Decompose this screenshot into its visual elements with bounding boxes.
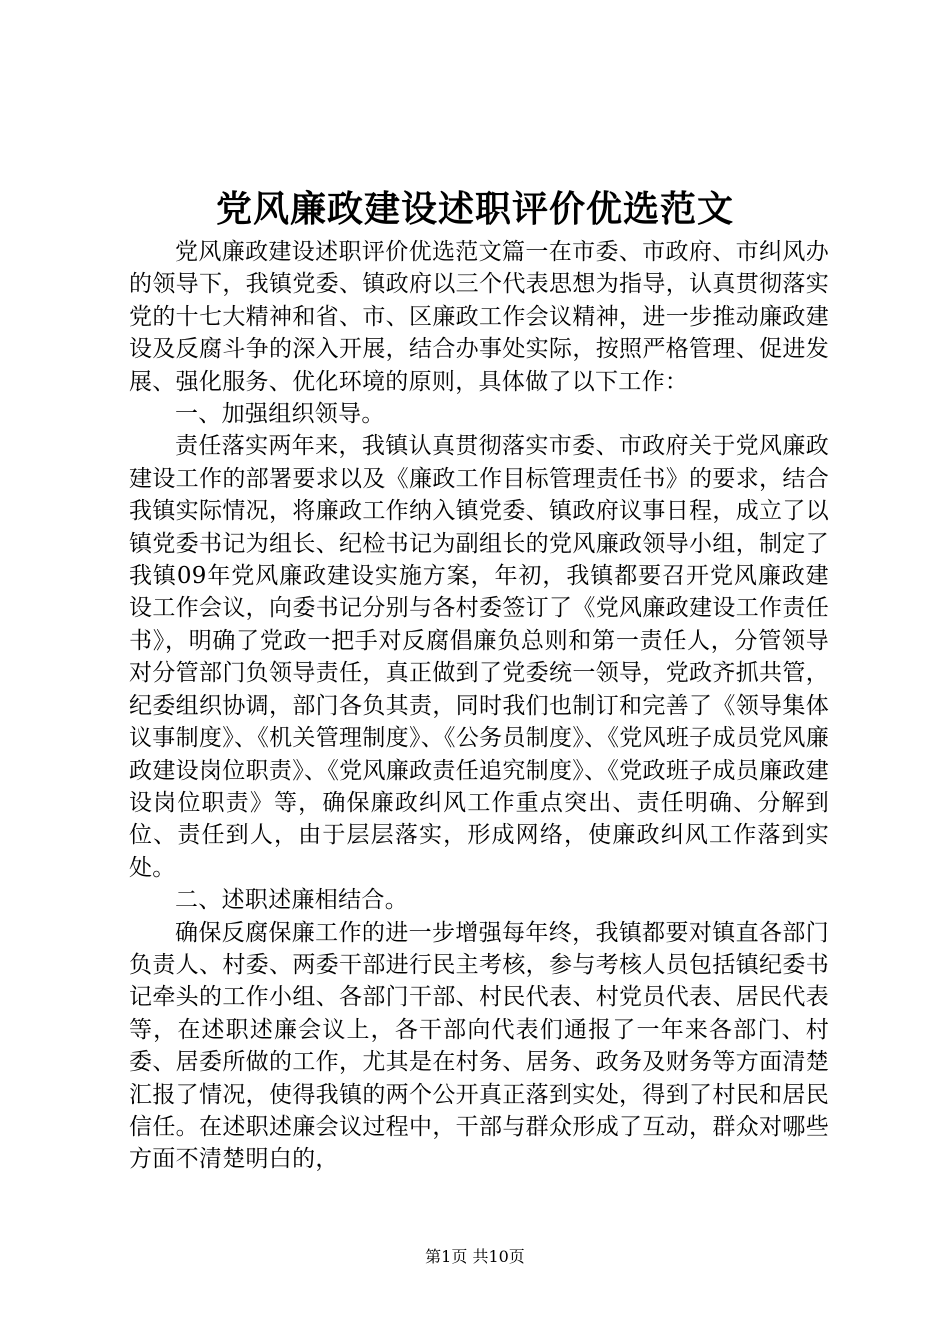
document-title: 党风廉政建设述职评价优选范文	[215, 188, 734, 230]
section-heading-1: 一、加强组织领导。	[175, 401, 385, 428]
section-heading-2: 二、述职述廉相结合。	[175, 887, 408, 914]
paragraph-section-1: 责任落实两年来，我镇认真贯彻落实市委、市政府关于党风廉政建设工作的部署要求以及《廉政工作目标管理责任书》的要求，结合我镇实际情况，将廉政工作纳入镇党委、镇政府议事日程，成立了以镇党委书记为组长、纪检书记为副组长的党风廉政领导小组，制定了我镇09年党风廉政建设实施方案，年初，我镇都要召开党风廉政建设工作会议，向委书记分别与各村委签订了《党风廉政建设工作责任书》，明确了党政一把手对反腐倡廉负总则和第一责任人，分管领导对分管部门负领导责任，真正做到了党委统一领导，党政齐抓共管，纪委组织协调，部门各负其责，同时我们也制订和完善了《领导集体议事制度》、《机关管理制度》、《公务员制度》、《党风班子成员党风廉政建设岗位职责》、《党风廉政责任追究制度》、《党政班子成员廉政建设岗位职责》等，确保廉政纠风工作重点突出、责任明确、分解到位、责任到人，由于层层落实，形成网络，使廉政纠风工作落到实处。	[129, 433, 829, 881]
paragraph-intro: 党风廉政建设述职评价优选范文篇一在市委、市政府、市纠风办的领导下，我镇党委、镇政府以三个代表思想为指导，认真贯彻落实党的十七大精神和省、市、区廉政工作会议精神，进一步推动廉政建设及反腐斗争的深入开展，结合办事处实际，按照严格管理、促进发展、强化服务、优化环境的原则，具体做了以下工作：	[129, 239, 829, 395]
page-footer: 第1页 共10页	[425, 1247, 525, 1266]
paragraph-section-2: 确保反腐保廉工作的进一步增强每年终，我镇都要对镇直各部门负责人、村委、两委干部进行民主考核，参与考核人员包括镇纪委书记牵头的工作小组、各部门干部、村民代表、村党员代表、居民代表等，在述职述廉会议上，各干部向代表们通报了一年来各部门、村委、居委所做的工作，尤其是在村务、居务、政务及财务等方面清楚汇报了情况，使得我镇的两个公开真正落到实处，得到了村民和居民信任。在述职述廉会议过程中，干部与群众形成了互动，群众对哪些方面不清楚明白的，	[129, 919, 829, 1173]
document-body	[129, 236, 829, 1176]
